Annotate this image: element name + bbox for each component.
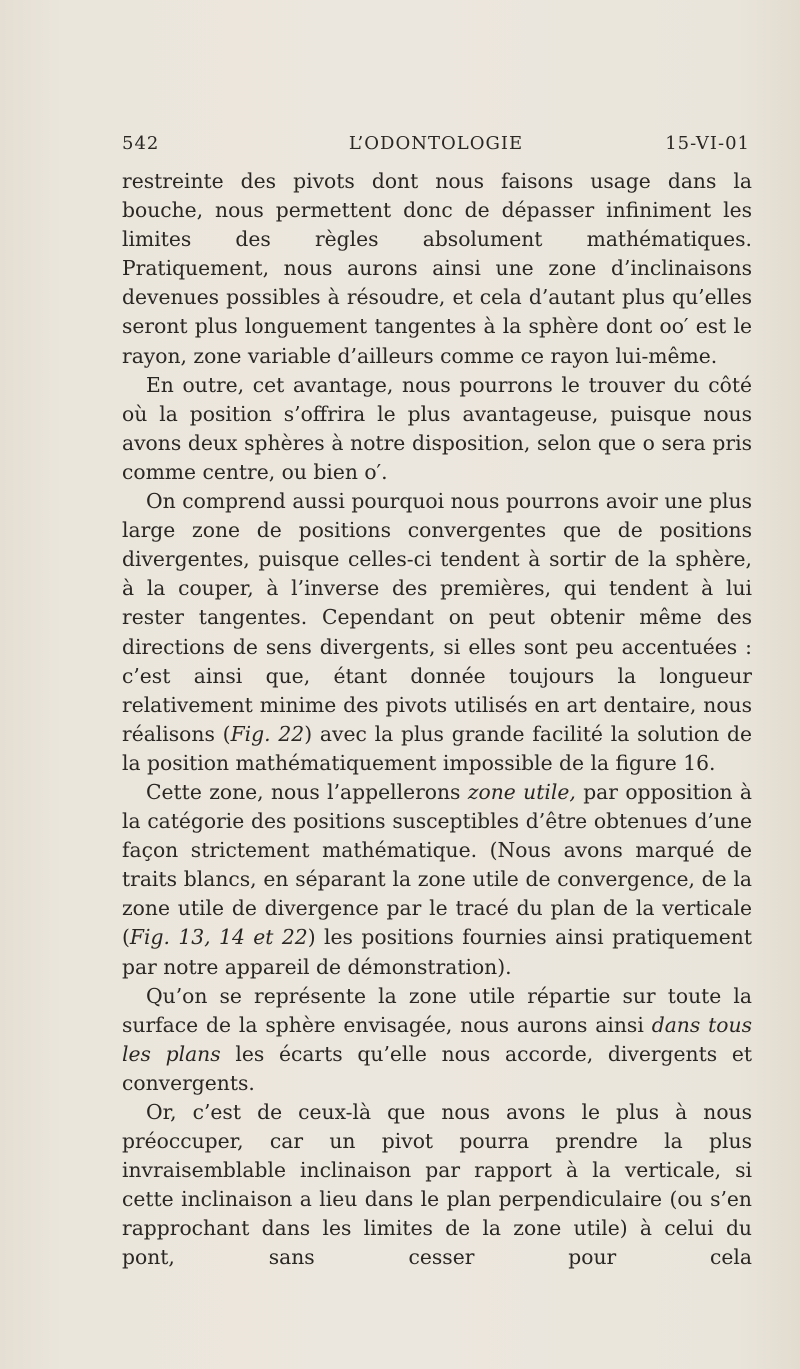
paragraph-2 bbox=[122, 371, 752, 487]
issue-date: 15-VI-01 bbox=[665, 133, 750, 154]
paragraph-2-text: En outre, cet avantage, nous pourrons le trouver du côté où la position s’offrira le plus avantageuse, puisque nous avons deux sphères à notre disposition, selon que o sera pris comme centre, ou bien o′. bbox=[122, 372, 752, 484]
paragraph-6 bbox=[122, 1098, 752, 1273]
paragraph-4 bbox=[122, 778, 752, 982]
zone-utile-term: zone utile, bbox=[467, 779, 576, 804]
running-header bbox=[122, 133, 750, 163]
paragraph-6-text: Or, c’est de ceux-là que nous avons le plus à nous préoccuper, car un pivot pourra prendre la plus invraisemblable inclinaison par rapport à la verticale, si cette inclinaison a lieu dans le plan perpendiculaire (ou s’en rapprochant dans les limites de la zone utile) à celui du pont, sans cesser pour cela bbox=[122, 1100, 752, 1270]
paragraph-4-text-a: Cette zone, nous l’appellerons bbox=[146, 779, 468, 804]
paragraph-5 bbox=[122, 982, 752, 1098]
paragraph-4-text-c: ) les positions fournies ainsi pratiquement par notre appareil de démonstration). bbox=[122, 925, 752, 979]
paragraph-1-text: restreinte des pivots dont nous faisons usage dans la bouche, nous permettent donc de dépasser infiniment les limites des règles absolument mathématiques. Pratiquement, nous aurons ainsi une zone d’inclinaisons devenues possibles à résoudre, et cela d’autant plus qu’elles seront plus longuement tangentes à la sphère dont oo′ est le rayon, zone variable d’ailleurs comme ce rayon lui-même. bbox=[122, 169, 752, 368]
paragraph-5-text-b: les écarts qu’elle nous accorde, divergents et convergents. bbox=[122, 1041, 752, 1095]
emphasis-dans-tous-les-plans: dans tous les plans bbox=[122, 1012, 752, 1066]
paragraph-3 bbox=[122, 487, 752, 778]
journal-title: L’ODONTOLOGIE bbox=[348, 133, 524, 154]
body-text bbox=[122, 167, 752, 1273]
paragraph-4-text-b: par opposition à la catégorie des positions susceptibles d’être obtenues d’une façon strictement mathématique. (Nous avons marqué de traits blancs, en séparant la zone utile de convergence, de la zone utile de divergence par le tracé du plan de la verticale ( bbox=[122, 779, 752, 950]
paragraph-1 bbox=[122, 167, 752, 371]
paragraph-3-text-b: ) avec la plus grande facilité la solution de la position mathématiquement impossible de la figure 16. bbox=[122, 721, 752, 775]
paragraph-5-text-a: Qu’on se représente la zone utile répartie sur toute la surface de la sphère envisagée, nous aurons ainsi bbox=[122, 983, 752, 1037]
figure-reference: Fig. 22 bbox=[230, 721, 305, 746]
page-number: 542 bbox=[122, 133, 160, 154]
figure-references: Fig. 13, 14 et 22 bbox=[129, 925, 308, 950]
paragraph-3-text-a: On comprend aussi pourquoi nous pourrons avoir une plus large zone de positions convergentes que de positions divergentes, puisque celles-ci tendent à sortir de la sphère, à la couper, à l’inverse des premières, qui tendent à lui rester tangentes. Cependant on peut obtenir même des directions de sens divergents, si elles sont peu accentuées : c’est ainsi que, étant donnée toujours la longueur relativement minime des pivots utilisés en art dentaire, nous réalisons ( bbox=[122, 489, 752, 746]
